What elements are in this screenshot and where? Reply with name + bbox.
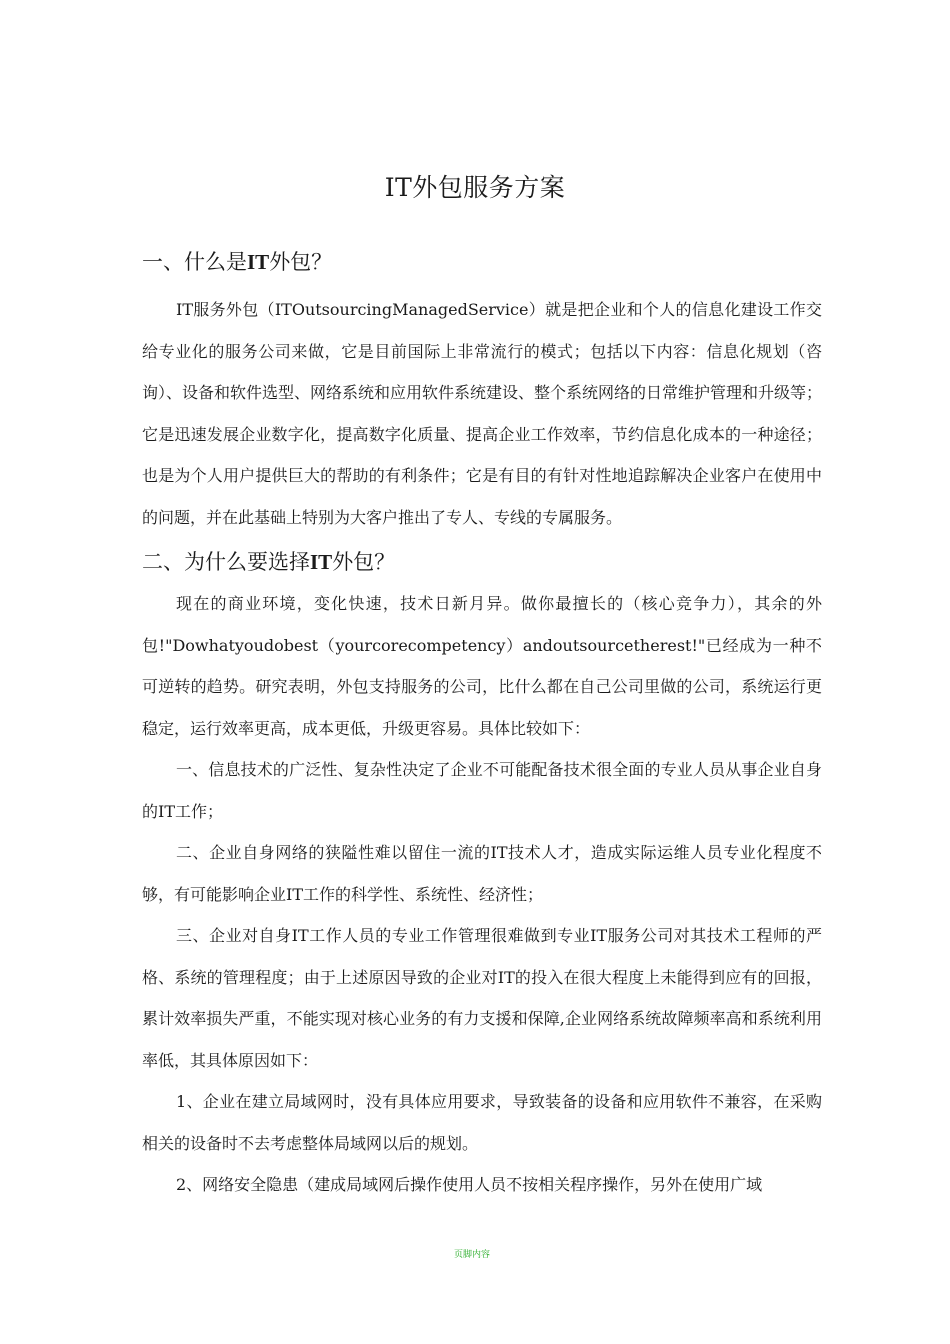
paragraph: 三、企业对自身IT工作人员的专业工作管理很难做到专业IT服务公司对其技术工程师的严格、系统的管理程度；由于上述原因导致的企业对IT的投入在很大程度上未能得到应有的回报，累计效率损失严重，不能实现对核心业务的有力支援和保障,企业网络系统故障频率高和系统利用率低，其具体原因如下： xyxy=(142,926,822,1070)
heading-prefix: 一、什么是 xyxy=(142,250,247,274)
heading-bold: IT xyxy=(310,550,333,574)
section-heading-what-is-it-outsourcing xyxy=(142,246,332,276)
heading-prefix: 二、为什么要选择 xyxy=(142,550,310,574)
section-1-body xyxy=(142,289,822,538)
paragraph: 2、网络安全隐患（建成局域网后操作使用人员不按相关程序操作，另外在使用广域 xyxy=(176,1175,763,1194)
paragraph: 1、企业在建立局域网时，没有具体应用要求，导致装备的设备和应用软件不兼容，在采购相关的设备时不去考虑整体局域网以后的规划。 xyxy=(142,1092,822,1153)
paragraph: 现在的商业环境，变化快速，技术日新月异。做你最擅长的（核心竞争力），其余的外包!"Dowhatyoudobest（yourcorecompetency）andoutsourcetherest!"已经成为一种不可逆转的趋势。研究表明，外包支持服务的公司，比什么都在自己公司里做的公司，系统运行更稳定，运行效率更高，成本更低，升级更容易。具体比较如下： xyxy=(142,594,822,738)
document-title: IT外包服务方案 xyxy=(384,173,566,202)
heading-suffix: 外包？ xyxy=(332,550,396,574)
heading-bold: IT xyxy=(247,250,270,274)
paragraph: IT服务外包（ITOutsourcingManagedService）就是把企业和个人的信息化建设工作交给专业化的服务公司来做，它是目前国际上非常流行的模式；包括以下内容：信息化规划（咨询）、设备和软件选型、网络系统和应用软件系统建设、整个系统网络的日常维护管理和升级等；它是迅速发展企业数字化，提高数字化质量、提高企业工作效率，节约信息化成本的一种途径；也是为个人用户提供巨大的帮助的有利条件；它是有目的有针对性地追踪解决企业客户在使用中的问题，并在此基础上特别为大客户推出了专人、专线的专属服务。 xyxy=(142,300,823,527)
section-2-body xyxy=(142,583,822,1206)
paragraph: 二、企业自身网络的狭隘性难以留住一流的IT技术人才，造成实际运维人员专业化程度不够，有可能影响企业IT工作的科学性、系统性、经济性； xyxy=(142,843,822,904)
heading-suffix: 外包？ xyxy=(269,250,333,274)
paragraph: 一、信息技术的广泛性、复杂性决定了企业不可能配备技术很全面的专业人员从事企业自身的IT工作； xyxy=(142,760,822,821)
footer-text: 页脚内容 xyxy=(454,1250,491,1260)
section-heading-why-choose-it-outsourcing xyxy=(142,546,395,576)
